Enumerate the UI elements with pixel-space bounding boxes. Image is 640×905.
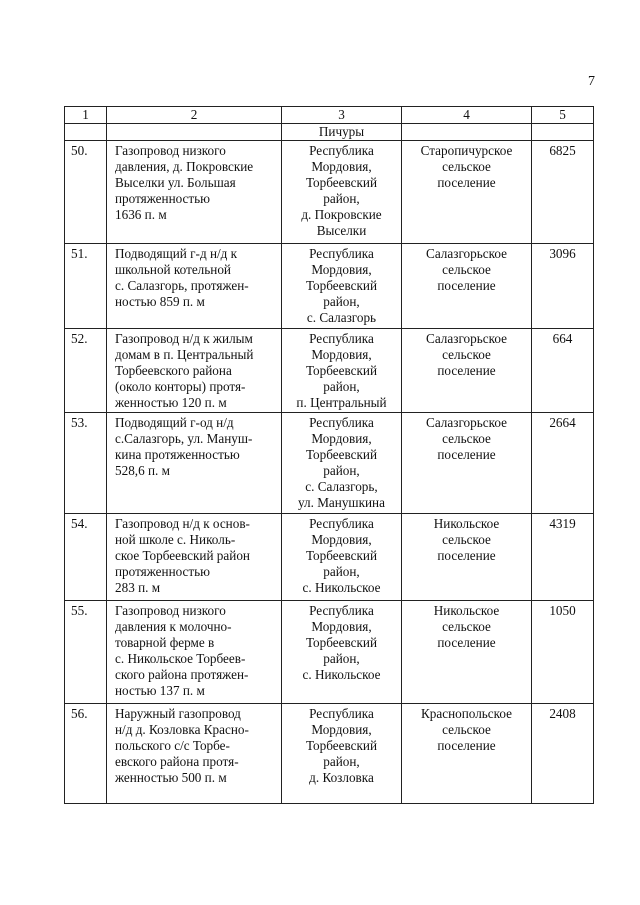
object-location — [282, 244, 402, 329]
object-location — [282, 704, 402, 804]
column-header-row — [65, 107, 594, 124]
cell-line: 528,6 п. м — [115, 463, 170, 478]
cell-line: домам в п. Центральный — [115, 347, 254, 362]
cell-line: сельское — [442, 159, 491, 174]
settlement — [402, 514, 532, 601]
column-header: 1 — [65, 107, 107, 124]
cell-line: Республика — [309, 246, 374, 261]
table-row — [65, 704, 594, 804]
row-number: 52. — [65, 329, 107, 413]
object-value: 4319 — [532, 514, 594, 601]
row-number: 54. — [65, 514, 107, 601]
cell-line: Мордовия, — [311, 619, 372, 634]
cell-line: сельское — [442, 532, 491, 547]
column-header: 2 — [107, 107, 282, 124]
cell-line: Торбеевский — [305, 363, 378, 378]
object-description — [107, 413, 282, 514]
cell-line: поселение — [437, 548, 496, 563]
cell-line: женностью 500 п. м — [115, 770, 227, 785]
cell-line: район, — [323, 564, 360, 579]
settlement — [402, 704, 532, 804]
object-value: 3096 — [532, 244, 594, 329]
gas-pipeline-table — [64, 106, 594, 804]
page-number: 7 — [588, 74, 595, 89]
cell-line: Республика — [309, 603, 374, 618]
object-value: 2664 — [532, 413, 594, 514]
cell-line: поселение — [437, 738, 496, 753]
cell-line: польского с/с Торбе- — [115, 738, 230, 753]
table-row — [65, 141, 594, 244]
object-location — [282, 514, 402, 601]
cell-line: с. Салазгорь — [306, 310, 377, 325]
object-description — [107, 704, 282, 804]
cell-line: Газопровод низкого — [115, 603, 226, 618]
cell-line: Наружный газопровод — [115, 706, 241, 721]
cell-line: сельское — [442, 347, 491, 362]
object-location — [282, 601, 402, 704]
cell-line: женностью 120 п. м — [115, 395, 227, 410]
cell-line: Республика — [309, 331, 374, 346]
object-description — [107, 601, 282, 704]
cell-line: давления, д. Покровские — [115, 159, 254, 174]
cell-line: Подводящий г-д н/д к — [115, 246, 238, 261]
object-location — [282, 413, 402, 514]
cell-line: Салазгорьское — [426, 415, 507, 430]
table-row — [65, 244, 594, 329]
cell-line: район, — [323, 379, 360, 394]
cell-line: Газопровод н/д к основ- — [115, 516, 250, 531]
object-description — [107, 244, 282, 329]
row-number: 51. — [65, 244, 107, 329]
object-value: 1050 — [532, 601, 594, 704]
object-value: 664 — [532, 329, 594, 413]
cell-line: Газопровод низкого — [115, 143, 226, 158]
section-empty-cell — [532, 124, 594, 141]
row-number: 56. — [65, 704, 107, 804]
table-row — [65, 413, 594, 514]
cell-line: Мордовия, — [311, 159, 372, 174]
object-location — [282, 329, 402, 413]
cell-line: Торбеевский — [305, 175, 378, 190]
column-header: 5 — [532, 107, 594, 124]
cell-line: район, — [323, 463, 360, 478]
row-number: 50. — [65, 141, 107, 244]
section-empty-cell — [65, 124, 107, 141]
cell-line: Никольское — [433, 516, 500, 531]
object-description — [107, 329, 282, 413]
cell-line: н/д д. Козловка Красно- — [115, 722, 249, 737]
section-empty-cell — [107, 124, 282, 141]
cell-line: д. Покровские — [301, 207, 382, 222]
cell-line: поселение — [437, 278, 496, 293]
cell-line: Старопичурское — [420, 143, 513, 158]
cell-line: с. Никольское — [302, 580, 381, 595]
cell-line: сельское — [442, 619, 491, 634]
cell-line: Республика — [309, 143, 374, 158]
cell-line: Торбеевский — [305, 635, 378, 650]
cell-line: Мордовия, — [311, 722, 372, 737]
cell-line: Торбеевский — [305, 548, 378, 563]
cell-line: школьной котельной — [115, 262, 231, 277]
cell-line: поселение — [437, 175, 496, 190]
cell-line: Никольское — [433, 603, 500, 618]
cell-line: поселение — [437, 635, 496, 650]
cell-line: Торбеевский — [305, 447, 378, 462]
cell-line: ул. Манушкина — [298, 495, 385, 510]
cell-line: п. Центральный — [296, 395, 387, 410]
cell-line: с. Салазгорь, — [305, 479, 378, 494]
cell-line: с. Никольское Торбеев- — [115, 651, 246, 666]
cell-line: Мордовия, — [311, 431, 372, 446]
cell-line: район, — [323, 191, 360, 206]
cell-line: ское Торбеевский район — [115, 548, 250, 563]
cell-line: ностью 137 п. м — [115, 683, 205, 698]
cell-line: Салазгорьское — [426, 246, 507, 261]
cell-line: район, — [323, 294, 360, 309]
cell-line: Газопровод н/д к жилым — [115, 331, 253, 346]
cell-line: с. Никольское — [302, 667, 381, 682]
cell-line: давления к молочно- — [115, 619, 232, 634]
settlement — [402, 141, 532, 244]
cell-line: Выселки — [316, 223, 367, 238]
cell-line: протяженностью — [115, 191, 211, 206]
settlement — [402, 413, 532, 514]
column-header: 3 — [282, 107, 402, 124]
section-empty-cell — [402, 124, 532, 141]
table-body — [65, 107, 594, 804]
cell-line: 283 п. м — [115, 580, 161, 595]
cell-line: ского района протяжен- — [115, 667, 249, 682]
cell-line: протяженностью — [115, 564, 211, 579]
cell-line: район, — [323, 651, 360, 666]
cell-line: евского района протя- — [115, 754, 239, 769]
cell-line: Салазгорьское — [426, 331, 507, 346]
column-header: 4 — [402, 107, 532, 124]
cell-line: Выселки ул. Большая — [115, 175, 236, 190]
settlement — [402, 601, 532, 704]
object-description — [107, 514, 282, 601]
row-number: 55. — [65, 601, 107, 704]
cell-line: сельское — [442, 722, 491, 737]
cell-line: (около конторы) протя- — [115, 379, 246, 394]
row-number: 53. — [65, 413, 107, 514]
cell-line: Торбеевского района — [115, 363, 232, 378]
cell-line: Мордовия, — [311, 262, 372, 277]
cell-line: Подводящий г-од н/д — [115, 415, 234, 430]
cell-line: товарной ферме в — [115, 635, 215, 650]
cell-line: кина протяженностью — [115, 447, 240, 462]
object-value: 2408 — [532, 704, 594, 804]
section-row — [65, 124, 594, 141]
section-title: Пичуры — [282, 124, 402, 141]
object-location — [282, 141, 402, 244]
cell-line: с.Салазгорь, ул. Мануш- — [115, 431, 253, 446]
object-description — [107, 141, 282, 244]
cell-line: ностью 859 п. м — [115, 294, 205, 309]
cell-line: Мордовия, — [311, 532, 372, 547]
settlement — [402, 329, 532, 413]
cell-line: д. Козловка — [309, 770, 374, 785]
cell-line: сельское — [442, 262, 491, 277]
settlement — [402, 244, 532, 329]
cell-line: Республика — [309, 516, 374, 531]
cell-line: поселение — [437, 447, 496, 462]
cell-line: поселение — [437, 363, 496, 378]
cell-line: с. Салазгорь, протяжен- — [115, 278, 249, 293]
object-value: 6825 — [532, 141, 594, 244]
cell-line: Краснопольское — [420, 706, 513, 721]
cell-line: Республика — [309, 706, 374, 721]
cell-line: Мордовия, — [311, 347, 372, 362]
table-row — [65, 514, 594, 601]
cell-line: Торбеевский — [305, 738, 378, 753]
cell-line: Республика — [309, 415, 374, 430]
cell-line: сельское — [442, 431, 491, 446]
cell-line: 1636 п. м — [115, 207, 167, 222]
cell-line: район, — [323, 754, 360, 769]
table-row — [65, 601, 594, 704]
cell-line: ной школе с. Николь- — [115, 532, 236, 547]
table-row — [65, 329, 594, 413]
cell-line: Торбеевский — [305, 278, 378, 293]
